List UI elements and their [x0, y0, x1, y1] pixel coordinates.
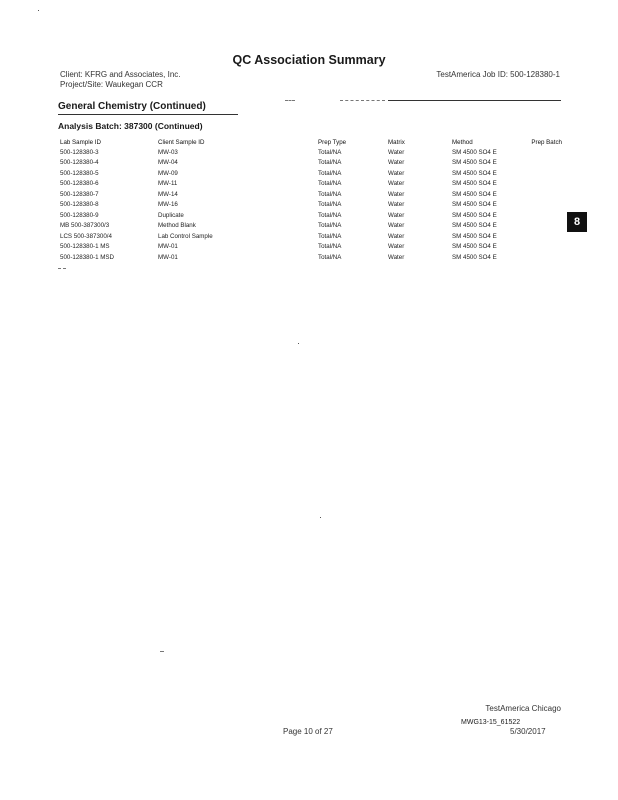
- cell-method: SM 4500 SO4 E: [452, 243, 497, 251]
- cell-client-sample-id: MW-04: [158, 159, 178, 167]
- cell-prep-batch: [524, 221, 562, 232]
- cell-matrix: Water: [388, 180, 405, 188]
- table-row: [60, 210, 562, 221]
- cell-prep-type: Total/NA: [318, 180, 342, 188]
- cell-method: SM 4500 SO4 E: [452, 253, 497, 261]
- table-row: [60, 242, 562, 253]
- col-client-sample-id: Client Sample ID: [158, 138, 205, 146]
- table-end-mark: [58, 268, 66, 270]
- cell-client-sample-id: Method Blank: [158, 222, 196, 230]
- project-site: Project/Site: Waukegan CCR: [60, 80, 163, 89]
- cell-lab-sample-id: 500-128380-7: [60, 190, 99, 198]
- cell-client-sample-id: MW-01: [158, 243, 178, 251]
- cell-method: SM 4500 SO4 E: [452, 232, 497, 240]
- table-row: [60, 158, 562, 169]
- cell-prep-type: Total/NA: [318, 201, 342, 209]
- cell-method: SM 4500 SO4 E: [452, 180, 497, 188]
- cell-lab-sample-id: 500-128380-1 MSD: [60, 253, 115, 261]
- scan-speck: [298, 343, 299, 344]
- cell-client-sample-id: MW-09: [158, 169, 178, 177]
- cell-prep-batch: [524, 179, 562, 190]
- cell-method: SM 4500 SO4 E: [452, 222, 497, 230]
- table-row: [60, 231, 562, 242]
- cell-matrix: Water: [388, 159, 405, 167]
- cell-matrix: Water: [388, 222, 405, 230]
- cell-matrix: Water: [388, 243, 405, 251]
- cell-client-sample-id: MW-11: [158, 180, 178, 188]
- cell-client-sample-id: MW-14: [158, 190, 178, 198]
- cell-method: SM 4500 SO4 E: [452, 148, 497, 156]
- cell-method: SM 4500 SO4 E: [452, 190, 497, 198]
- header-dash-2: [340, 100, 385, 102]
- cell-prep-batch: [524, 158, 562, 169]
- cell-matrix: Water: [388, 148, 405, 156]
- cell-client-sample-id: MW-16: [158, 201, 178, 209]
- cell-prep-type: Total/NA: [318, 190, 342, 198]
- header-rule: [388, 100, 561, 101]
- scan-speck: [38, 10, 39, 11]
- cell-prep-type: Total/NA: [318, 169, 342, 177]
- cell-client-sample-id: MW-01: [158, 253, 178, 261]
- table-row: [60, 168, 562, 179]
- cell-matrix: Water: [388, 253, 405, 261]
- cell-prep-batch: [524, 168, 562, 179]
- report-title: QC Association Summary: [232, 53, 386, 67]
- header-dash-1: [285, 100, 295, 102]
- qc-association-table: [60, 137, 562, 263]
- cell-prep-batch: [524, 189, 562, 200]
- cell-client-sample-id: MW-03: [158, 148, 178, 156]
- cell-lab-sample-id: 500-128380-1 MS: [60, 243, 110, 251]
- cell-prep-batch: [524, 147, 562, 158]
- cell-method: SM 4500 SO4 E: [452, 201, 497, 209]
- cell-client-sample-id: Lab Control Sample: [158, 232, 213, 240]
- cell-prep-batch: [524, 252, 562, 263]
- cell-prep-batch: [524, 231, 562, 242]
- cell-prep-batch: [524, 200, 562, 211]
- section-tab-8: 8: [567, 212, 587, 232]
- cell-prep-type: Total/NA: [318, 243, 342, 251]
- footer-date: 5/30/2017: [510, 727, 546, 736]
- scan-speck: [160, 651, 164, 653]
- cell-lab-sample-id: 500-128380-4: [60, 159, 99, 167]
- table-row: [60, 179, 562, 190]
- section-underline: [58, 114, 238, 115]
- footer-code: MWG13-15_61522: [461, 719, 521, 726]
- footer-lab: TestAmerica Chicago: [485, 704, 561, 713]
- cell-client-sample-id: Duplicate: [158, 211, 184, 219]
- cell-prep-type: Total/NA: [318, 253, 342, 261]
- cell-method: SM 4500 SO4 E: [452, 169, 497, 177]
- col-method: Method: [452, 138, 473, 146]
- cell-lab-sample-id: MB 500-387300/3: [60, 222, 110, 230]
- col-matrix: Matrix: [388, 138, 405, 146]
- footer-page: Page 10 of 27: [283, 727, 333, 736]
- cell-prep-type: Total/NA: [318, 222, 342, 230]
- table-header-row: [60, 137, 562, 147]
- col-lab-sample-id: Lab Sample ID: [60, 138, 101, 146]
- cell-lab-sample-id: LCS 500-387300/4: [60, 232, 112, 240]
- cell-lab-sample-id: 500-128380-3: [60, 148, 99, 156]
- table-row: [60, 200, 562, 211]
- table-row: [60, 189, 562, 200]
- table-row: [60, 221, 562, 232]
- cell-prep-batch: [524, 210, 562, 221]
- cell-lab-sample-id: 500-128380-9: [60, 211, 99, 219]
- table-row: [60, 147, 562, 158]
- cell-lab-sample-id: 500-128380-8: [60, 201, 99, 209]
- cell-prep-type: Total/NA: [318, 148, 342, 156]
- cell-matrix: Water: [388, 169, 405, 177]
- cell-prep-batch: [524, 242, 562, 253]
- cell-lab-sample-id: 500-128380-6: [60, 180, 99, 188]
- job-id: TestAmerica Job ID: 500-128380-1: [436, 70, 560, 79]
- section-title: General Chemistry (Continued): [58, 101, 206, 112]
- table-row: [60, 252, 562, 263]
- cell-method: SM 4500 SO4 E: [452, 159, 497, 167]
- cell-matrix: Water: [388, 201, 405, 209]
- cell-matrix: Water: [388, 232, 405, 240]
- cell-matrix: Water: [388, 211, 405, 219]
- col-prep-batch: Prep Batch: [531, 138, 562, 146]
- batch-title: Analysis Batch: 387300 (Continued): [58, 121, 203, 131]
- cell-prep-type: Total/NA: [318, 211, 342, 219]
- col-prep-type: Prep Type: [318, 138, 347, 146]
- cell-method: SM 4500 SO4 E: [452, 211, 497, 219]
- cell-lab-sample-id: 500-128380-5: [60, 169, 99, 177]
- cell-prep-type: Total/NA: [318, 159, 342, 167]
- client-name: Client: KFRG and Associates, Inc.: [60, 70, 181, 79]
- cell-matrix: Water: [388, 190, 405, 198]
- cell-prep-type: Total/NA: [318, 232, 342, 240]
- scan-speck: [320, 517, 321, 518]
